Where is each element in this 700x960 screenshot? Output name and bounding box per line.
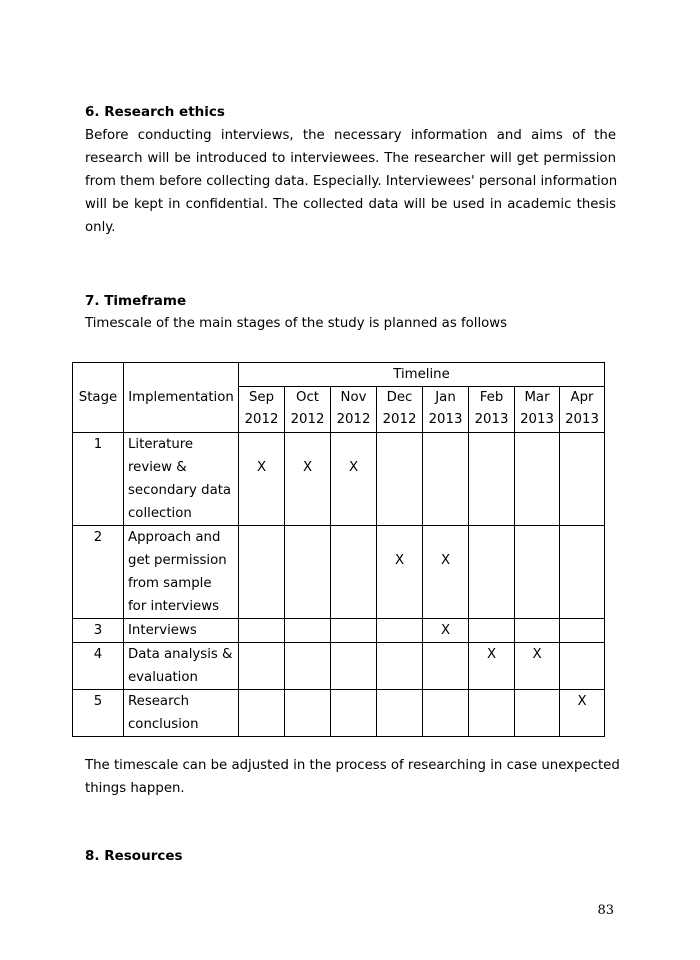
activity-mark: X [302,460,313,475]
paragraph-line: things happen. [85,781,185,796]
implementation-cell [124,433,239,526]
timeframe-intro: Timescale of the main stages of the study is planned as follows [85,316,508,331]
implementation-line: secondary data [128,483,232,498]
paragraph-line: research will be introduced to interviewees. The researcher will get permission [85,151,616,166]
header-month [515,387,560,433]
implementation-cell [124,619,239,643]
timeline-cell [239,690,285,737]
header-stage: Stage [73,363,124,433]
timeline-cell [285,433,331,526]
header-implementation: Implementation [124,363,239,433]
implementation-line: Data analysis & [128,647,233,662]
year-label: 2013 [474,412,509,427]
timeline-cell [560,433,605,526]
timeline-cell [469,690,515,737]
paragraph-line: The timescale can be adjusted in the process of researching in case unexpected [85,758,620,773]
activity-mark: X [532,647,542,662]
timeline-cell [285,619,331,643]
timeline-cell [331,433,377,526]
activity-mark: X [440,553,451,568]
month-label: Sep [248,390,275,405]
year-label: 2012 [290,412,325,427]
year-label: 2013 [428,412,463,427]
timeline-cell [515,619,560,643]
paragraph-line: will be kept in confidential. The collected data will be used in academic thesis [85,197,616,212]
paragraph-line: Before conducting interviews, the necessary information and aims of the [85,128,616,143]
year-label: 2012 [382,412,417,427]
paragraph-line: only. [85,220,116,235]
timeline-cell [285,643,331,690]
section-heading-resources: 8. Resources [85,848,183,864]
section-heading-timeframe: 7. Timeframe [85,293,187,309]
year-label: 2012 [244,412,279,427]
header-month [331,387,377,433]
header-month [239,387,285,433]
implementation-line: get permission [128,553,227,568]
activity-mark: X [348,460,359,475]
timeline-cell [515,690,560,737]
implementation-line: Literature [128,437,194,452]
timeline-cell [469,526,515,619]
timeline-cell [331,690,377,737]
implementation-cell [124,643,239,690]
stage-cell: 3 [73,619,124,643]
research-ethics-paragraph [85,124,616,239]
header-month [560,387,605,433]
header-month [469,387,515,433]
stage-cell: 5 [73,690,124,737]
timeline-cell [560,526,605,619]
timeline-table [72,362,605,737]
timeline-cell [515,526,560,619]
timeline-cell [515,643,560,690]
section-heading-research-ethics: 6. Research ethics [85,104,225,120]
implementation-cell [124,690,239,737]
implementation-line: review & [128,460,187,475]
implementation-line: Research [128,694,189,709]
timeline-cell [239,643,285,690]
timeline-cell [469,643,515,690]
stage-cell: 1 [73,433,124,526]
table-row [73,433,605,526]
timeline-cell [560,690,605,737]
activity-mark: X [577,694,587,709]
paragraph-line: from them before collecting data. Especially. Interviewees' personal information [85,174,618,189]
timeline-cell [515,433,560,526]
timeframe-note [85,754,620,800]
timeline-cell [377,619,423,643]
timeline-cell [285,690,331,737]
activity-mark: X [440,623,451,638]
timeline-cell [423,643,469,690]
timeline-cell [560,643,605,690]
activity-mark: X [486,647,497,662]
implementation-line: Approach and [128,530,221,545]
timeline-cell [423,690,469,737]
implementation-line: collection [128,506,192,521]
activity-mark: X [394,553,405,568]
year-label: 2013 [565,412,599,427]
implementation-cell [124,526,239,619]
table-row [73,690,605,737]
month-label: Dec [386,390,413,405]
timeline-cell [377,643,423,690]
table-row [73,526,605,619]
implementation-line: evaluation [128,670,198,685]
timeline-cell [331,526,377,619]
timeline-cell [423,433,469,526]
table-row [73,619,605,643]
timeline-cell [377,433,423,526]
header-month [377,387,423,433]
header-month [285,387,331,433]
month-label: Mar [524,390,550,405]
implementation-line: for interviews [128,599,220,614]
timeline-cell [423,526,469,619]
implementation-line: from sample [128,576,212,591]
timeline-cell [469,619,515,643]
table-row [73,643,605,690]
timeline-cell [377,526,423,619]
timeline-cell [285,526,331,619]
timeline-cell [377,690,423,737]
month-label: Nov [340,390,367,405]
timeline-cell [239,433,285,526]
timeline-cell [331,643,377,690]
month-label: Oct [296,390,319,405]
month-label: Feb [479,390,504,405]
timeline-cell [423,619,469,643]
header-month [423,387,469,433]
implementation-line: conclusion [128,717,199,732]
year-label: 2012 [336,412,371,427]
activity-mark: X [256,460,267,475]
timeline-cell [239,526,285,619]
timeline-cell [331,619,377,643]
month-label: Apr [570,390,594,405]
stage-cell: 2 [73,526,124,619]
header-timeline: Timeline [239,363,605,387]
timeline-cell [469,433,515,526]
year-label: 2013 [520,412,554,427]
page-number: 83 [597,903,614,918]
stage-cell: 4 [73,643,124,690]
month-label: Jan [435,390,456,405]
timeline-cell [560,619,605,643]
implementation-line: Interviews [128,623,197,638]
timeline-cell [239,619,285,643]
